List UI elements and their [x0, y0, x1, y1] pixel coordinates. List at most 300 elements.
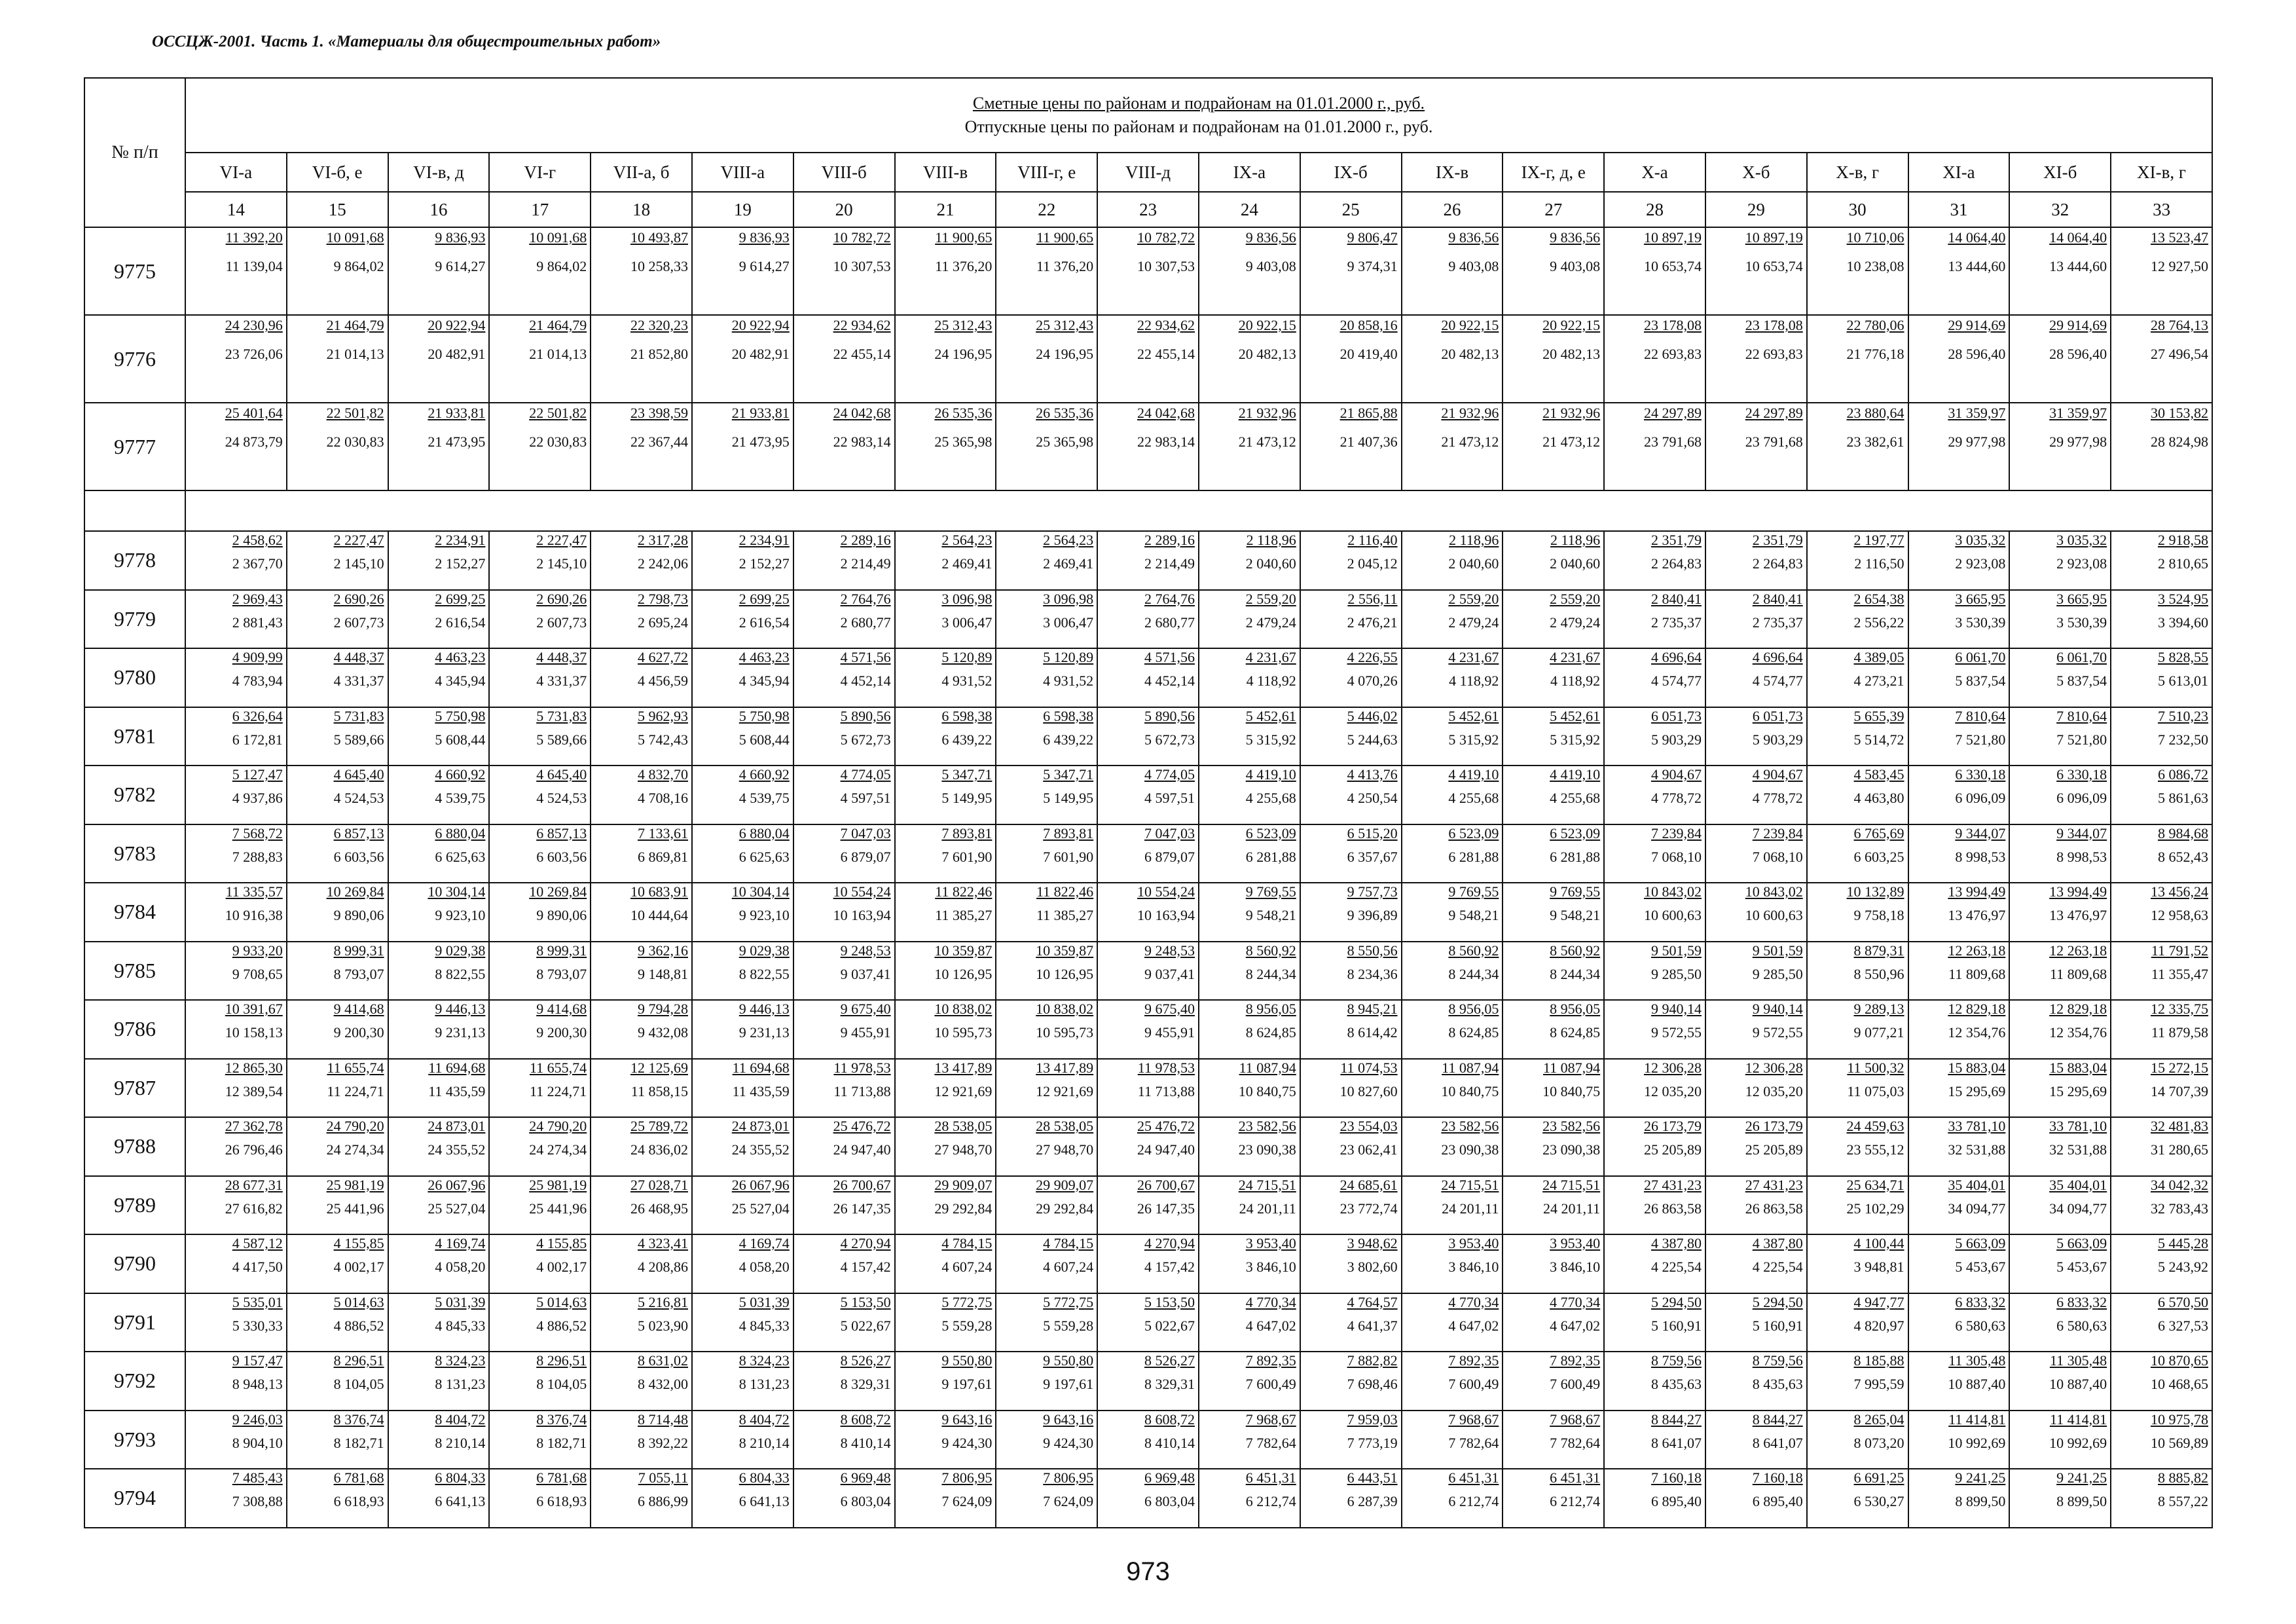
release-price: 10 840,75 [1238, 1082, 1296, 1099]
price-cell [489, 590, 591, 649]
price-cell [996, 1352, 1097, 1411]
estimate-price: 31 359,97 [2049, 405, 2107, 421]
estimate-price: 5 347,71 [1043, 766, 1094, 783]
estimate-price: 35 404,01 [1948, 1176, 2006, 1193]
release-price: 14 707,39 [2151, 1082, 2208, 1099]
column-name: X-в, г [1807, 153, 1908, 192]
estimate-price: 21 464,79 [529, 317, 587, 333]
release-price: 7 995,59 [1853, 1376, 1904, 1392]
price-cell [1097, 707, 1199, 766]
release-price: 9 424,30 [941, 1434, 993, 1451]
row-id: 9788 [84, 1117, 185, 1176]
estimate-price: 11 694,68 [428, 1059, 486, 1076]
release-price: 4 002,17 [333, 1259, 384, 1275]
price-cell [1503, 1293, 1604, 1352]
estimate-price: 10 304,14 [731, 883, 790, 900]
price-cell [2009, 1059, 2111, 1118]
estimate-price: 8 324,23 [738, 1352, 790, 1369]
estimate-price: 6 451,31 [1550, 1469, 1601, 1486]
estimate-price: 5 890,56 [1144, 707, 1195, 724]
price-cell [185, 1469, 287, 1528]
release-price: 5 453,67 [2056, 1259, 2107, 1275]
estimate-price: 2 234,91 [435, 532, 486, 548]
price-cell [2111, 1234, 2212, 1293]
price-cell [489, 942, 591, 1001]
release-price: 8 435,63 [1752, 1376, 1803, 1392]
estimate-price: 11 694,68 [732, 1059, 790, 1076]
estimate-price: 3 953,40 [1448, 1235, 1499, 1251]
price-cell [1402, 883, 1503, 942]
estimate-price: 5 014,63 [536, 1293, 587, 1310]
release-price: 6 172,81 [232, 731, 283, 748]
estimate-price: 30 153,82 [2151, 405, 2208, 421]
release-price: 11 385,27 [935, 907, 993, 923]
release-price: 23 791,68 [1643, 434, 1702, 450]
release-price: 7 601,90 [941, 848, 993, 865]
release-price: 7 600,49 [1448, 1376, 1499, 1392]
release-price: 4 778,72 [1752, 790, 1803, 806]
price-cell [2111, 1000, 2212, 1059]
release-price: 10 827,60 [1339, 1082, 1398, 1099]
estimate-price: 10 091,68 [326, 229, 384, 246]
release-price: 2 469,41 [1043, 555, 1094, 572]
column-number: 14 [185, 192, 287, 227]
release-price: 4 931,52 [941, 673, 993, 689]
release-price: 24 836,02 [630, 1141, 688, 1158]
price-cell [2009, 403, 2111, 490]
price-cell [692, 315, 793, 403]
column-name: VIII-г, е [996, 153, 1097, 192]
estimate-price: 12 829,18 [1948, 1001, 2006, 1017]
estimate-price: 2 840,41 [1650, 590, 1702, 607]
release-price: 8 998,53 [2056, 848, 2107, 865]
price-cell [1604, 1469, 1705, 1528]
release-price: 4 255,68 [1448, 790, 1499, 806]
price-cell [996, 648, 1097, 707]
estimate-price: 10 782,72 [833, 229, 891, 246]
estimate-price: 23 178,08 [1745, 317, 1803, 333]
price-cell [591, 1352, 692, 1411]
release-price: 3 394,60 [2158, 614, 2208, 631]
column-number: 17 [489, 192, 591, 227]
estimate-price: 35 404,01 [2049, 1176, 2107, 1193]
release-price: 23 726,06 [225, 346, 283, 362]
release-price: 4 255,68 [1245, 790, 1296, 806]
release-price: 2 616,54 [435, 614, 486, 631]
price-cell [1199, 1293, 1300, 1352]
price-cell [388, 648, 490, 707]
estimate-price: 5 731,83 [536, 707, 587, 724]
price-cell [692, 648, 793, 707]
price-cell [489, 1059, 591, 1118]
estimate-price: 10 710,06 [1846, 229, 1904, 246]
estimate-price: 25 634,71 [1846, 1176, 1904, 1193]
column-number: 32 [2009, 192, 2111, 227]
estimate-price: 4 448,37 [333, 649, 384, 665]
price-cell [692, 403, 793, 490]
release-price: 4 647,02 [1550, 1317, 1601, 1334]
price-cell [895, 942, 996, 1001]
release-price: 4 574,77 [1650, 673, 1702, 689]
release-price: 8 793,07 [333, 965, 384, 982]
estimate-price: 4 764,57 [1347, 1293, 1398, 1310]
price-cell [185, 227, 287, 315]
estimate-price: 24 873,01 [731, 1118, 790, 1134]
price-cell [1199, 1411, 1300, 1469]
estimate-price: 26 173,79 [1745, 1118, 1803, 1134]
price-cell [2111, 227, 2212, 315]
table-row [84, 883, 2212, 942]
estimate-price: 7 892,35 [1448, 1352, 1499, 1369]
estimate-price: 4 660,92 [435, 766, 486, 783]
estimate-price: 26 700,67 [1137, 1176, 1195, 1193]
release-price: 9 890,06 [536, 907, 587, 923]
price-cell [2009, 942, 2111, 1001]
release-price: 4 845,33 [435, 1317, 486, 1334]
table-row [84, 531, 2212, 590]
price-cell [692, 883, 793, 942]
release-price: 5 903,29 [1752, 731, 1803, 748]
release-price: 22 983,14 [833, 434, 891, 450]
price-cell [388, 315, 490, 403]
price-cell [388, 531, 490, 590]
release-price: 21 014,13 [326, 346, 384, 362]
release-price: 10 600,63 [1745, 907, 1803, 923]
release-price: 21 473,12 [1238, 434, 1296, 450]
estimate-price: 9 029,38 [738, 942, 790, 959]
estimate-price: 6 051,73 [1752, 707, 1803, 724]
price-cell [1503, 1234, 1604, 1293]
price-cell [895, 1059, 996, 1118]
release-price: 20 482,91 [731, 346, 790, 362]
release-price: 9 572,55 [1752, 1024, 1803, 1041]
price-cell [692, 1469, 793, 1528]
estimate-price: 2 969,43 [232, 590, 283, 607]
release-price: 8 652,43 [2158, 848, 2208, 865]
release-price: 4 255,68 [1550, 790, 1601, 806]
estimate-price: 6 691,25 [1853, 1469, 1904, 1486]
release-price: 6 096,09 [2056, 790, 2107, 806]
estimate-price: 7 239,84 [1752, 824, 1803, 841]
release-price: 9 197,61 [941, 1376, 993, 1392]
estimate-price: 5 153,50 [840, 1293, 891, 1310]
price-cell [895, 1117, 996, 1176]
release-price: 11 809,68 [1948, 965, 2006, 982]
release-price: 4 208,86 [637, 1259, 688, 1275]
price-cell [185, 531, 287, 590]
release-price: 25 441,96 [326, 1200, 384, 1217]
price-cell [489, 707, 591, 766]
price-cell [1705, 1117, 1807, 1176]
table-row [84, 1352, 2212, 1411]
estimate-price: 7 239,84 [1650, 824, 1702, 841]
price-cell [287, 1293, 388, 1352]
release-price: 10 163,94 [1137, 907, 1195, 923]
release-price: 2 045,12 [1347, 555, 1398, 572]
estimate-price: 24 715,51 [1441, 1176, 1499, 1193]
estimate-price: 4 419,10 [1448, 766, 1499, 783]
release-price: 4 641,37 [1347, 1317, 1398, 1334]
estimate-price: 25 476,72 [833, 1118, 891, 1134]
release-price: 25 365,98 [1036, 434, 1094, 450]
estimate-price: 4 270,94 [1144, 1235, 1195, 1251]
price-cell [895, 707, 996, 766]
estimate-price: 4 413,76 [1347, 766, 1398, 783]
release-price: 8 435,63 [1650, 1376, 1702, 1392]
estimate-price: 7 510,23 [2158, 707, 2208, 724]
estimate-price: 6 061,70 [2056, 649, 2107, 665]
estimate-price: 6 969,48 [1144, 1469, 1195, 1486]
table-row [84, 1000, 2212, 1059]
estimate-price: 24 297,89 [1643, 405, 1702, 421]
estimate-price: 12 306,28 [1745, 1059, 1803, 1076]
release-price: 6 357,67 [1347, 848, 1398, 865]
price-cell [996, 1234, 1097, 1293]
release-price: 6 618,93 [536, 1493, 587, 1509]
release-price: 6 287,39 [1347, 1493, 1398, 1509]
release-price: 13 444,60 [2049, 258, 2107, 274]
price-cell [185, 1411, 287, 1469]
row-id: 9777 [84, 403, 185, 490]
price-cell [1300, 766, 1402, 824]
release-price: 9 548,21 [1448, 907, 1499, 923]
row-id: 9780 [84, 648, 185, 707]
table-row [84, 942, 2212, 1001]
release-price: 5 861,63 [2158, 790, 2208, 806]
column-name: XI-а [1908, 153, 2010, 192]
release-price: 2 214,49 [1144, 555, 1195, 572]
estimate-price: 11 978,53 [1137, 1059, 1195, 1076]
estimate-price: 10 269,84 [529, 883, 587, 900]
price-cell [1807, 1411, 1908, 1469]
estimate-price: 24 459,63 [1846, 1118, 1904, 1134]
estimate-price: 29 914,69 [2049, 317, 2107, 333]
release-price: 7 600,49 [1550, 1376, 1601, 1392]
price-cell [185, 766, 287, 824]
estimate-price: 8 550,56 [1347, 942, 1398, 959]
estimate-price: 25 789,72 [630, 1118, 688, 1134]
price-cell [1908, 883, 2010, 942]
price-cell [1604, 1176, 1705, 1235]
price-cell [1097, 315, 1199, 403]
release-price: 22 455,14 [833, 346, 891, 362]
release-price: 11 858,15 [630, 1082, 688, 1099]
release-price: 26 863,58 [1745, 1200, 1803, 1217]
release-price: 5 244,63 [1347, 731, 1398, 748]
release-price: 10 468,65 [2151, 1376, 2208, 1392]
release-price: 6 879,07 [1144, 848, 1195, 865]
column-name: VI-г [489, 153, 591, 192]
estimate-price: 8 296,51 [333, 1352, 384, 1369]
estimate-price: 2 227,47 [536, 532, 587, 548]
release-price: 21 473,95 [731, 434, 790, 450]
release-price: 8 329,31 [840, 1376, 891, 1392]
price-cell [1807, 315, 1908, 403]
estimate-price: 4 571,56 [840, 649, 891, 665]
price-cell [1908, 227, 2010, 315]
release-price: 4 597,51 [1144, 790, 1195, 806]
estimate-price: 6 051,73 [1650, 707, 1702, 724]
estimate-price: 8 945,21 [1347, 1001, 1398, 1017]
estimate-price: 23 398,59 [630, 405, 688, 421]
estimate-price: 9 501,59 [1650, 942, 1702, 959]
price-cell [1908, 1117, 2010, 1176]
release-price: 10 600,63 [1643, 907, 1702, 923]
column-name: VI-б, е [287, 153, 388, 192]
column-name: VIII-б [793, 153, 895, 192]
table-row [84, 648, 2212, 707]
estimate-price: 4 387,80 [1752, 1235, 1803, 1251]
estimate-price: 3 096,98 [1043, 590, 1094, 607]
estimate-price: 14 064,40 [2049, 229, 2107, 246]
release-price: 4 937,86 [232, 790, 283, 806]
release-price: 5 672,73 [840, 731, 891, 748]
release-price: 6 096,09 [1955, 790, 2006, 806]
price-cell [1097, 648, 1199, 707]
release-price: 8 073,20 [1853, 1434, 1904, 1451]
estimate-price: 14 064,40 [1948, 229, 2006, 246]
estimate-price: 9 836,56 [1245, 229, 1296, 246]
price-cell [2009, 1411, 2111, 1469]
price-cell [489, 883, 591, 942]
price-cell [287, 1352, 388, 1411]
release-price: 8 899,50 [2056, 1493, 2107, 1509]
estimate-price: 27 431,23 [1745, 1176, 1803, 1193]
estimate-price: 33 781,10 [1948, 1118, 2006, 1134]
release-price: 3 846,10 [1550, 1259, 1601, 1275]
estimate-price: 7 133,61 [637, 824, 688, 841]
release-price: 5 023,90 [637, 1317, 688, 1334]
estimate-price: 5 347,71 [941, 766, 993, 783]
row-id: 9784 [84, 883, 185, 942]
estimate-price: 3 665,95 [1955, 590, 2006, 607]
price-cell [1705, 824, 1807, 883]
release-price: 8 104,05 [536, 1376, 587, 1392]
price-cell [1908, 1411, 2010, 1469]
price-cell [1402, 707, 1503, 766]
estimate-price: 9 248,53 [1144, 942, 1195, 959]
estimate-price: 7 810,64 [2056, 707, 2107, 724]
estimate-price: 10 304,14 [428, 883, 486, 900]
release-price: 9 077,21 [1853, 1024, 1904, 1041]
release-price: 5 903,29 [1650, 731, 1702, 748]
price-cell [1402, 1234, 1503, 1293]
estimate-price: 24 042,68 [1137, 405, 1195, 421]
price-cell [591, 590, 692, 649]
release-price: 24 947,40 [1137, 1141, 1195, 1158]
price-cell [388, 590, 490, 649]
estimate-price: 6 969,48 [840, 1469, 891, 1486]
release-price: 9 403,08 [1550, 258, 1601, 274]
estimate-price: 8 879,31 [1853, 942, 1904, 959]
price-cell [1199, 1469, 1300, 1528]
release-price: 22 367,44 [630, 434, 688, 450]
release-price: 5 608,44 [435, 731, 486, 748]
price-cell [2009, 1352, 2111, 1411]
estimate-price: 2 798,73 [637, 590, 688, 607]
release-price: 7 521,80 [2056, 731, 2107, 748]
price-cell [793, 227, 895, 315]
price-cell [489, 1352, 591, 1411]
price-cell [287, 315, 388, 403]
price-cell [1199, 315, 1300, 403]
release-price: 7 698,46 [1347, 1376, 1398, 1392]
release-price: 9 197,61 [1043, 1376, 1094, 1392]
price-cell [388, 1293, 490, 1352]
price-cell [1402, 766, 1503, 824]
estimate-price: 11 978,53 [833, 1059, 891, 1076]
row-id: 9783 [84, 824, 185, 883]
price-cell [996, 1176, 1097, 1235]
estimate-price: 13 456,24 [2151, 883, 2208, 900]
price-cell [1300, 648, 1402, 707]
estimate-price: 10 843,02 [1643, 883, 1702, 900]
estimate-price: 9 362,16 [637, 942, 688, 959]
release-price: 9 455,91 [1144, 1024, 1195, 1041]
column-number: 21 [895, 192, 996, 227]
release-price: 11 809,68 [2049, 965, 2107, 982]
price-cell [1503, 1352, 1604, 1411]
estimate-price: 4 387,80 [1650, 1235, 1702, 1251]
release-price: 8 904,10 [232, 1434, 283, 1451]
release-price: 29 292,84 [934, 1200, 993, 1217]
release-price: 11 879,58 [2151, 1024, 2208, 1041]
release-price: 6 281,88 [1448, 848, 1499, 865]
estimate-price: 8 560,92 [1245, 942, 1296, 959]
estimate-price: 6 326,64 [232, 707, 283, 724]
price-cell [1604, 824, 1705, 883]
estimate-price: 9 836,93 [738, 229, 790, 246]
price-cell [1908, 942, 2010, 1001]
price-cell [793, 942, 895, 1001]
estimate-price: 2 289,16 [1144, 532, 1195, 548]
price-cell [692, 1176, 793, 1235]
price-cell [591, 1469, 692, 1528]
price-cell [1807, 1000, 1908, 1059]
release-price: 24 201,11 [1542, 1200, 1601, 1217]
release-price: 2 469,41 [941, 555, 993, 572]
price-cell [287, 1234, 388, 1293]
price-cell [793, 648, 895, 707]
release-price: 8 244,34 [1550, 965, 1601, 982]
estimate-price: 7 047,03 [840, 824, 891, 841]
release-price: 5 837,54 [1955, 673, 2006, 689]
estimate-price: 26 067,96 [428, 1176, 486, 1193]
estimate-price: 20 922,15 [1542, 317, 1601, 333]
release-price: 27 496,54 [2151, 346, 2208, 362]
price-cell [692, 824, 793, 883]
price-cell [287, 648, 388, 707]
estimate-price: 7 160,18 [1752, 1469, 1803, 1486]
estimate-price: 6 330,18 [2056, 766, 2107, 783]
release-price: 10 126,95 [934, 965, 993, 982]
release-price: 10 126,95 [1036, 965, 1094, 982]
release-price: 10 595,73 [1036, 1024, 1094, 1041]
estimate-price: 4 448,37 [536, 649, 587, 665]
estimate-price: 6 523,09 [1550, 824, 1601, 841]
estimate-price: 24 790,20 [529, 1118, 587, 1134]
column-name: VI-а [185, 153, 287, 192]
estimate-price: 8 984,68 [2158, 824, 2208, 841]
price-cell [1402, 1293, 1503, 1352]
price-cell [895, 1411, 996, 1469]
price-cell [1503, 707, 1604, 766]
price-cell [1300, 1293, 1402, 1352]
estimate-price: 5 014,63 [333, 1293, 384, 1310]
row-id: 9792 [84, 1352, 185, 1411]
estimate-price: 7 882,82 [1347, 1352, 1398, 1369]
estimate-price: 9 501,59 [1752, 942, 1803, 959]
